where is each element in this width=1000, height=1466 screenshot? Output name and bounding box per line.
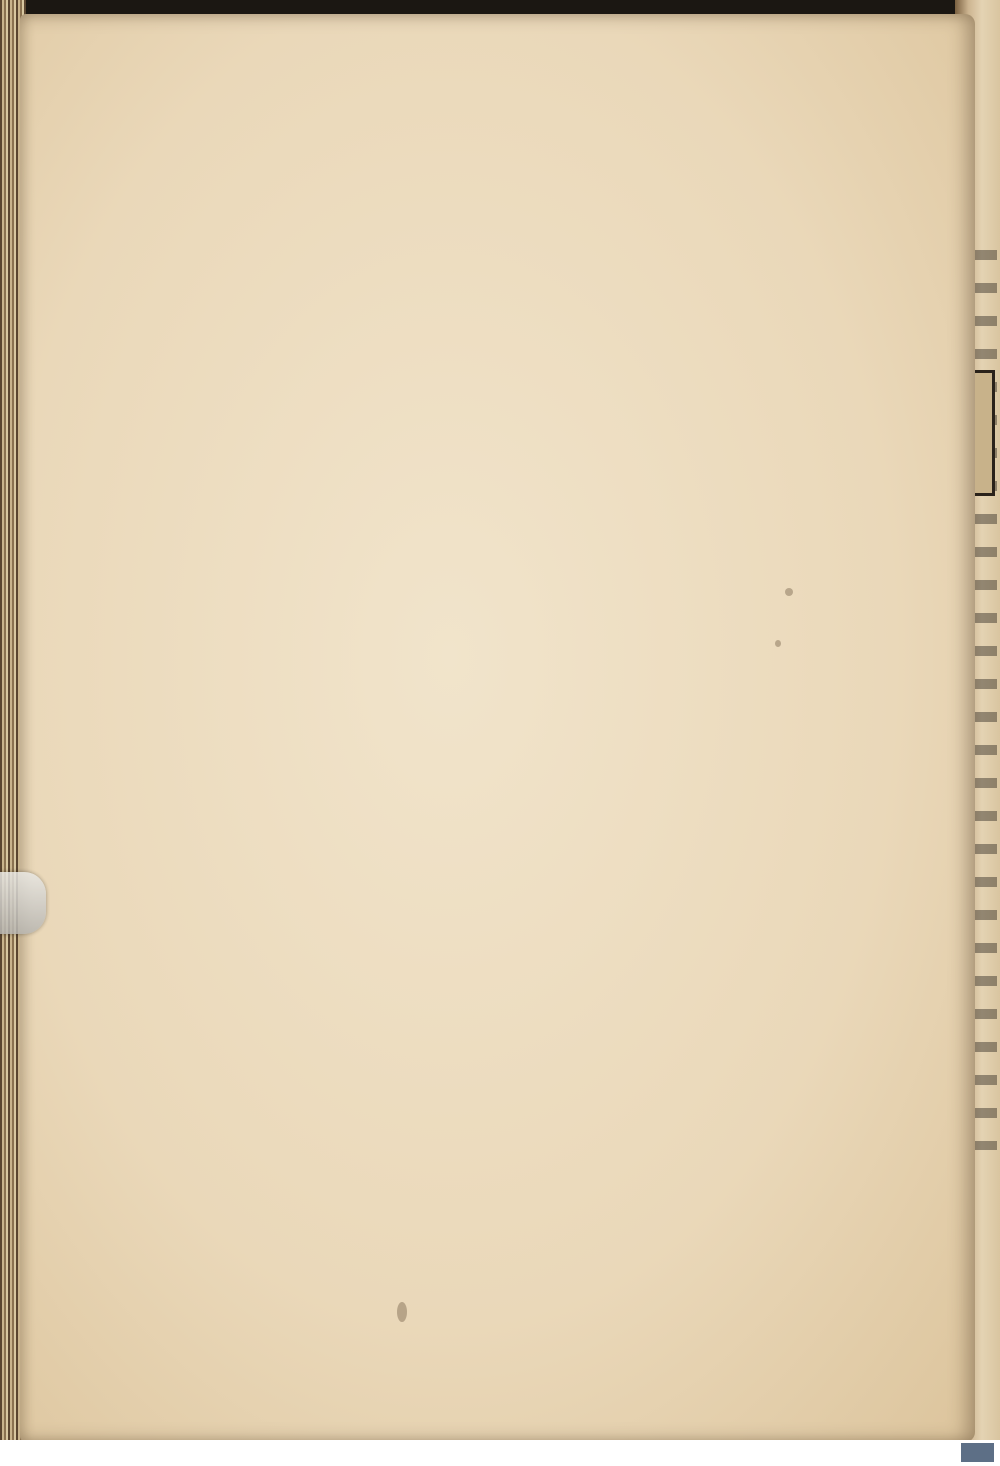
book-page [20, 14, 975, 1442]
paper-stain [775, 640, 781, 647]
dfg-logo [961, 1443, 994, 1462]
page-clip [0, 872, 46, 934]
footer-bar [0, 1440, 1000, 1466]
paper-stain [785, 588, 793, 596]
paper-stain [397, 1302, 407, 1322]
